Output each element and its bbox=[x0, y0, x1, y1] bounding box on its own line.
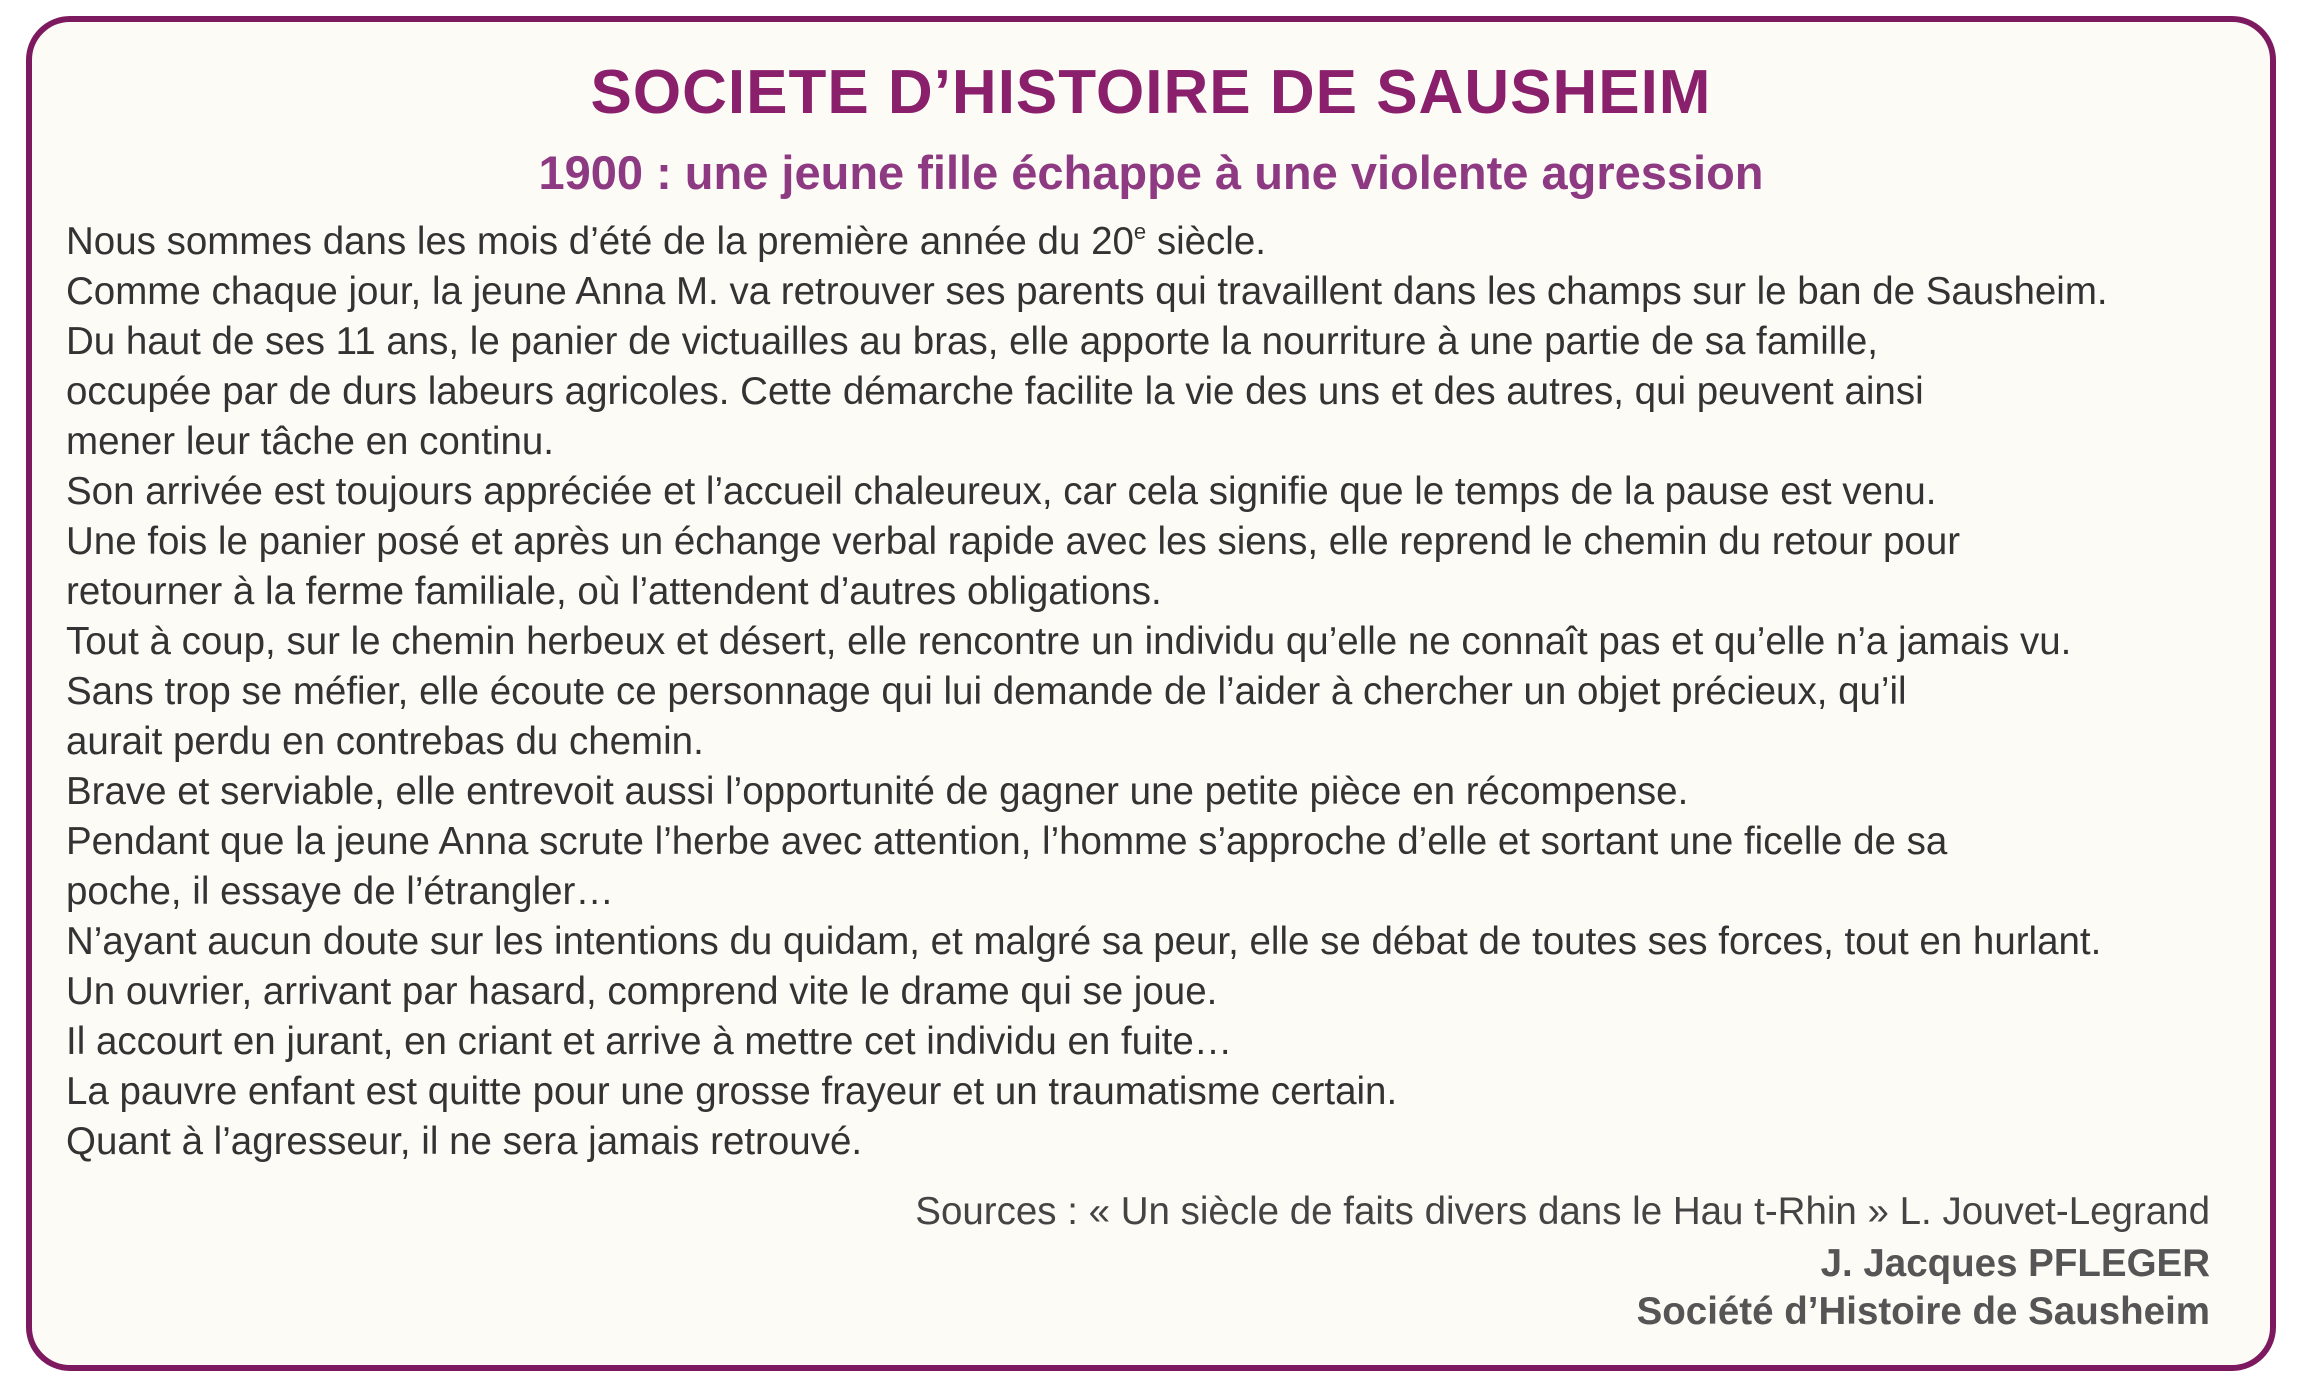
article-line: Comme chaque jour, la jeune Anna M. va retrouver ses parents qui travaillent dans les champs sur le ban de Sausheim. bbox=[66, 270, 2108, 313]
article-body bbox=[66, 217, 2266, 1167]
article-line: poche, il essaye de l’étrangler… bbox=[66, 870, 614, 913]
author-name: J. Jacques PFLEGER bbox=[1820, 1242, 2210, 1285]
article-line: Pendant que la jeune Anna scrute l’herbe avec attention, l’homme s’approche d’elle et sortant une ficelle de sa bbox=[66, 820, 1948, 863]
page-title: SOCIETE D’HISTOIRE DE SAUSHEIM bbox=[590, 58, 1712, 127]
article-line: Une fois le panier posé et après un échange verbal rapide avec les siens, elle reprend le chemin du retour pour bbox=[66, 520, 1961, 563]
article-line: mener leur tâche en continu. bbox=[66, 420, 554, 463]
article-line: La pauvre enfant est quitte pour une grosse frayeur et un traumatisme certain. bbox=[66, 1070, 1398, 1113]
article-line: Quant à l’agresseur, il ne sera jamais retrouvé. bbox=[66, 1120, 863, 1163]
article-line: occupée par de durs labeurs agricoles. Cette démarche facilite la vie des uns et des autres, qui peuvent ainsi bbox=[66, 370, 1924, 413]
article-line: Brave et serviable, elle entrevoit aussi l’opportunité de gagner une petite pièce en récompense. bbox=[66, 770, 1689, 813]
author-organization: Société d’Histoire de Sausheim bbox=[1636, 1290, 2210, 1333]
article-line: Du haut de ses 11 ans, le panier de victuailles au bras, elle apporte la nourriture à une partie de sa famille, bbox=[66, 320, 1879, 363]
article-frame bbox=[26, 16, 2276, 1371]
article-line: N’ayant aucun doute sur les intentions du quidam, et malgré sa peur, elle se débat de toutes ses forces, tout en hurlant. bbox=[66, 920, 2102, 963]
article-line: Tout à coup, sur le chemin herbeux et désert, elle rencontre un individu qu’elle ne connaît pas et qu’elle n’a jamais vu. bbox=[66, 620, 2072, 663]
article-line: Sans trop se méfier, elle écoute ce personnage qui lui demande de l’aider à chercher un objet précieux, qu’il bbox=[66, 670, 1907, 713]
superscript-e: e bbox=[1133, 219, 1147, 244]
author-signature bbox=[1637, 1240, 2210, 1336]
sources-citation: Sources : « Un siècle de faits divers dans le Hau t-Rhin » L. Jouvet-Legrand bbox=[915, 1190, 2210, 1233]
article-line: Nous sommes dans les mois d’été de la première année du 20e siècle. bbox=[66, 219, 1266, 263]
article-line: Son arrivée est toujours appréciée et l’accueil chaleureux, car cela signifie que le temps de la pause est venu. bbox=[66, 470, 1937, 513]
article-line: Un ouvrier, arrivant par hasard, comprend vite le drame qui se joue. bbox=[66, 970, 1218, 1013]
article-subtitle: 1900 : une jeune fille échappe à une violente agression bbox=[538, 146, 1764, 199]
article-line: aurait perdu en contrebas du chemin. bbox=[66, 720, 704, 763]
article-line: retourner à la ferme familiale, où l’attendent d’autres obligations. bbox=[66, 570, 1162, 613]
article-line: Il accourt en jurant, en criant et arrive à mettre cet individu en fuite… bbox=[66, 1020, 1233, 1063]
